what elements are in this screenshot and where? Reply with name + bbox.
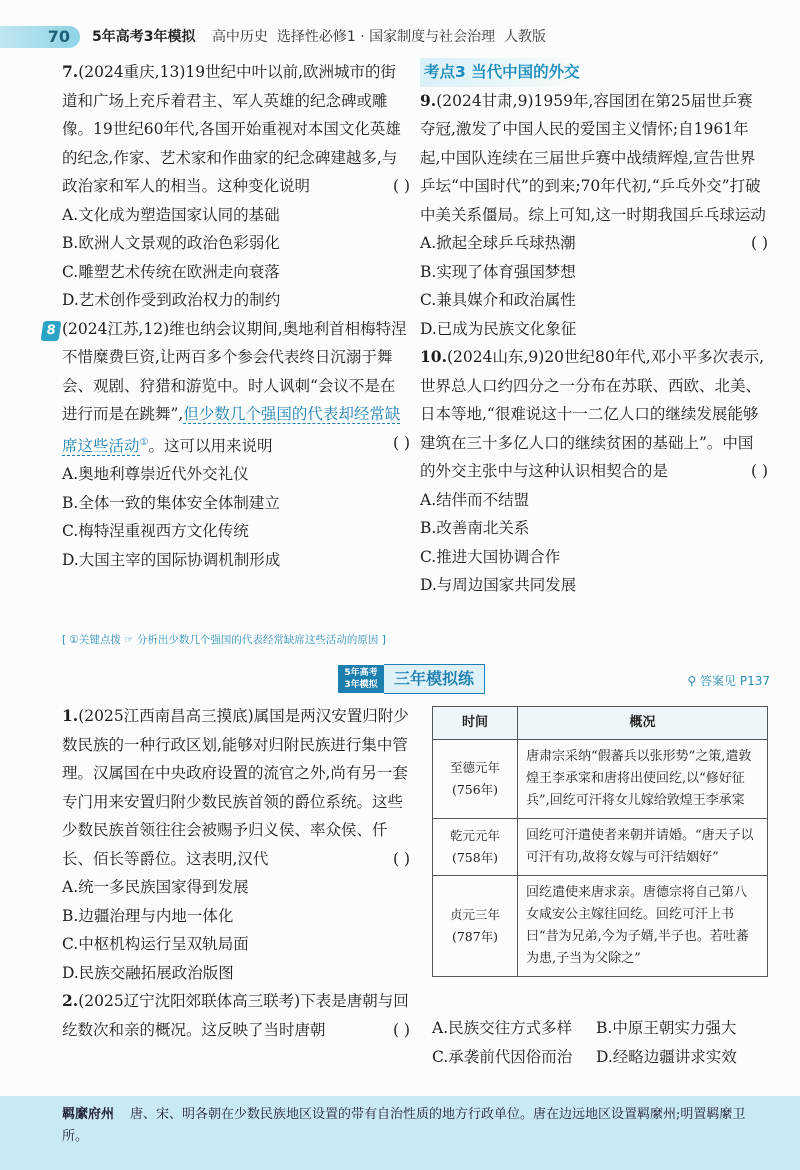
option-c: C.兼具媒介和政治属性 <box>420 291 576 309</box>
publisher: 人教版 <box>504 29 547 45</box>
options <box>420 229 768 343</box>
left-column-bottom <box>62 702 410 1044</box>
option-b: B.欧洲人文景观的政治色彩弱化 <box>62 234 280 252</box>
option-b: B.中原王朝实力强大 <box>596 1019 737 1037</box>
option-c: C.推进大国协调合作 <box>420 547 561 566</box>
question-10 <box>420 343 768 600</box>
question-source: (2024江苏,12) <box>62 319 170 338</box>
option-a: A.民族交往方式多样 <box>432 1019 573 1037</box>
page-header <box>0 0 800 50</box>
option-a: A.结伴而不结盟 <box>420 490 530 509</box>
section-banner <box>338 664 485 694</box>
question-source: (2025辽宁沈阳郊联体高三联考) <box>78 992 301 1010</box>
option-a: A.奥地利尊崇近代外交礼仪 <box>62 465 249 484</box>
answer-blank: ( ) <box>392 433 410 452</box>
table-row <box>433 876 768 977</box>
option-d: D.已成为民族文化象征 <box>420 319 577 338</box>
question-stem: 下表是唐朝与回纥数次和亲的概况。这反映了当时唐朝 <box>62 992 409 1039</box>
question-number: 9. <box>420 90 437 110</box>
option-a: A.文化成为塑造国家认同的基础 <box>62 205 280 224</box>
option-b: B.实现了体育强国梦想 <box>420 262 576 281</box>
option-b: B.改善南北关系 <box>420 519 530 537</box>
glossary-term: 羁縻府州 <box>62 1107 115 1122</box>
question-number: 1. <box>62 706 79 725</box>
history-table <box>432 706 768 977</box>
subject: 高中历史 <box>211 29 268 45</box>
options <box>62 201 410 315</box>
right-column-top <box>420 58 768 600</box>
answer-blank: ( ) <box>392 177 410 195</box>
question-number: 10. <box>420 347 447 366</box>
question-stem: 1959年,容国团在第25届世乒赛夺冠,激发了中国人民的爱国主义情怀;自1961年起,中国队连续在三届世乒赛中战绩辉煌,宣告世界乒坛“中国时代”的到来;70年代初,“乒乓外交”打破中美关系僵局。综上可知,这一时期我国乒乓球运动 <box>420 91 766 224</box>
answer-key-ref: ⚲ 答案见 P137 <box>687 674 770 688</box>
glossary-definition: 唐、宋、明各朝在少数民族地区设置的带有自治性质的地方行政单位。唐在边远地区设置羁縻州;明置羁縻卫所。 <box>62 1107 746 1144</box>
question-stem: 19世纪中叶以前,欧洲城市的街道和广场上充斥着君主、军人英雄的纪念碑或雕像。19世纪60年代,各国开始重视对本国文化英雄的纪念,作家、艺术家和作曲家的纪念碑建越多,与政治家和军人的相当。这种变化说明 <box>62 63 401 195</box>
practice-question-1 <box>62 702 410 987</box>
left-column-top <box>45 58 410 574</box>
answer-blank: ( ) <box>392 1020 410 1039</box>
options <box>420 486 768 600</box>
question-number: 2. <box>62 991 79 1010</box>
option-d: D.民族交融拓展政治版图 <box>62 963 234 982</box>
page-number: 70 <box>0 26 80 48</box>
glossary-footer <box>0 1096 800 1170</box>
option-a: A.统一多民族国家得到发展 <box>62 878 249 896</box>
question-stem: 属国是两汉安置归附少数民族的一种行政区划,能够对归附民族进行集中管理。汉属国在中央政府设置的流官之外,尚有另一套专门用来安置归附少数民族首领的爵位系统。这些少数民族首领往往会被赐予归义侯、率众侯、仟长、佰长等爵位。这表明,汉代 <box>62 707 409 868</box>
section-heading-kaodian-3: 考点3 当代中国的外交 <box>420 58 588 87</box>
table-row <box>433 819 768 876</box>
question-number: 7. <box>62 62 79 81</box>
question-8 <box>45 315 410 575</box>
option-c: C.承袭前代因俗而治 <box>432 1047 573 1066</box>
answer-blank: ( ) <box>750 462 768 480</box>
question-source: (2024甘肃,9) <box>436 91 534 110</box>
option-b: B.边疆治理与内地一体化 <box>62 906 234 925</box>
option-d: D.大国主宰的国际协调机制形成 <box>62 550 281 569</box>
question-7 <box>62 58 410 315</box>
option-b: B.全体一致的集体安全体制建立 <box>62 493 280 512</box>
question-9 <box>420 87 768 344</box>
running-title <box>92 27 546 47</box>
option-c: C.梅特涅重视西方文化传统 <box>62 522 249 541</box>
table-cell-time: 至德元年 (756年) <box>433 740 518 819</box>
question-stem: 20世纪80年代,邓小平多次表示,世界总人口约四分之一分布在苏联、西欧、北美、日本等地,“很难说这十一二亿人口的继续发展能够建筑在三十多亿人口的继续贫困的基础上”。中国的外交主张中与这种认识相契合的是 <box>420 348 765 480</box>
table-cell-desc: 唐肃宗采纳“假蕃兵以张形势”之策,遣敦煌王李承寀和唐将出使回纥,以“修好征兵”,回纥可汗将女儿嫁给敦煌王李承寀 <box>518 740 768 819</box>
option-a: A.掀起全球乒乓球热潮 <box>420 234 576 252</box>
question-stem: 维也纳会议期间,奥地利首相梅特涅不惜糜费巨资,让两百多个参会代表终日沉溺于舞会、观剧、狩猎和游览中。时人讽刺“会议不是在进行而是在跳舞”, <box>62 319 407 423</box>
table-row <box>433 740 768 819</box>
option-c: C.雕塑艺术传统在欧洲走向衰落 <box>62 262 280 281</box>
book-title: 5年高考3年模拟 <box>92 29 196 45</box>
question-stem-end: 。这可以用来说明 <box>148 436 273 455</box>
answer-blank: ( ) <box>750 234 768 252</box>
question-2-options <box>432 1014 772 1071</box>
table-cell-desc: 回纥遣使来唐求亲。唐德宗将自己第八女咸安公主嫁往回纥。回纥可汗上书曰“昔为兄弟,今为子婿,半子也。若吐蕃为患,子当为父除之” <box>518 876 768 977</box>
option-d: D.与周边国家共同发展 <box>420 576 577 594</box>
table-header-summary: 概况 <box>518 707 768 740</box>
key-phrase: 但少数几个强国的代表却经常缺席这些活动 <box>62 405 401 455</box>
option-d: D.艺术创作受到政治权力的制约 <box>62 291 281 309</box>
brand-logo: 5年高考 3年模拟 <box>338 665 384 693</box>
key-tip: [ ①关键点拨 ☞ 分析出少数几个强国的代表经常缺席这些活动的原因 ] <box>62 634 386 646</box>
table-header-time: 时间 <box>433 707 518 740</box>
volume: 选择性必修1 · 国家制度与社会治理 <box>276 29 496 45</box>
table-cell-time: 贞元三年 (787年) <box>433 876 518 977</box>
search-icon: ⚲ <box>687 674 697 688</box>
question-source: (2025江西南昌高三摸底) <box>78 707 254 725</box>
answer-blank: ( ) <box>392 849 410 868</box>
question-source: (2024山东,9) <box>446 348 545 366</box>
table-cell-desc: 回纥可汗遣使者来朝并请婚。“唐天子以可汗有功,故将女嫁与可汗结姻好” <box>518 819 768 876</box>
table-cell-time: 乾元元年 (758年) <box>433 819 518 876</box>
options <box>62 460 410 574</box>
section-title: 三年模拟练 <box>384 664 485 694</box>
practice-question-2 <box>62 987 410 1044</box>
question-source: (2024重庆,13) <box>78 63 186 81</box>
footnote-marker: ① <box>139 436 149 448</box>
question-number-badge: 8 <box>41 321 62 341</box>
option-c: C.中枢机构运行呈双轨局面 <box>62 935 249 953</box>
option-d: D.经略边疆讲求实效 <box>596 1047 737 1066</box>
options <box>62 873 410 987</box>
